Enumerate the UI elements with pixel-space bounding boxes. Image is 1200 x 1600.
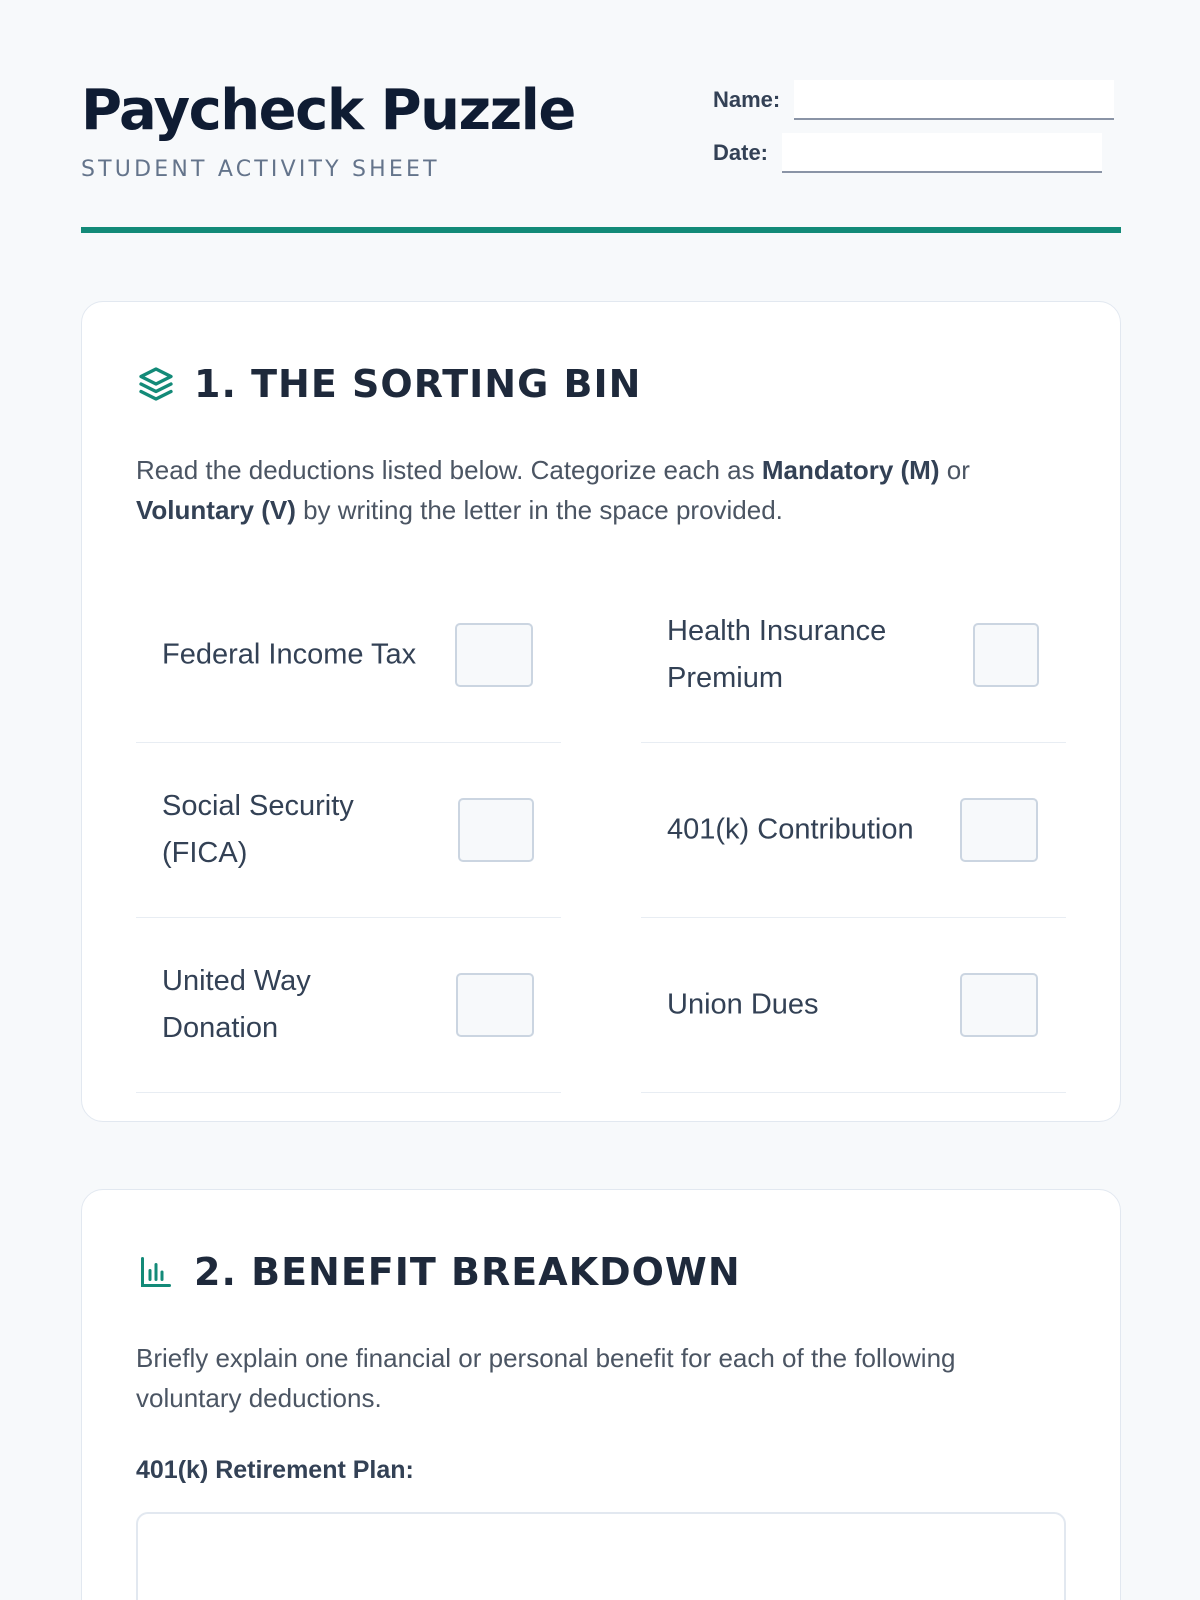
worksheet-header <box>81 0 1121 234</box>
date-label: Date: <box>713 140 769 165</box>
name-label: Name: <box>713 87 781 112</box>
instructions-text: by writing the letter in the space provided. <box>295 495 783 525</box>
deduction-item <box>641 568 1066 743</box>
answer-box[interactable] <box>973 623 1039 687</box>
deduction-item <box>136 568 561 743</box>
deduction-label: Social Security (FICA) <box>162 790 354 869</box>
page-subtitle: STUDENT ACTIVITY SHEET <box>81 157 440 182</box>
answer-box[interactable] <box>455 623 533 687</box>
deduction-label: Health Insurance Premium <box>667 615 887 694</box>
deduction-label: Federal Income Tax <box>162 638 417 671</box>
benefit-instructions: Briefly explain one financial or personal benefit for each of the following voluntary deductions. <box>136 1343 956 1413</box>
deduction-label: Union Dues <box>667 988 819 1021</box>
section-title: 1. THE SORTING BIN <box>194 362 642 406</box>
layers-icon <box>136 364 176 404</box>
section-title: 2. BENEFIT BREAKDOWN <box>194 1250 741 1294</box>
bar-chart-icon <box>136 1252 176 1292</box>
name-field[interactable] <box>794 80 1114 120</box>
deduction-item <box>641 743 1066 918</box>
answer-box[interactable] <box>960 973 1038 1037</box>
instructions-text: or <box>939 455 970 485</box>
answer-box[interactable] <box>960 798 1038 862</box>
deduction-label: 401(k) Contribution <box>667 813 914 846</box>
deduction-label: United Way Donation <box>162 965 311 1044</box>
header-divider <box>81 227 1121 233</box>
page-title: Paycheck Puzzle <box>81 78 575 143</box>
mandatory-term: Mandatory (M) <box>761 455 940 485</box>
instructions-text: Read the deductions listed below. Categorize each as <box>136 455 762 485</box>
worksheet-page <box>81 0 1121 1484</box>
date-field[interactable] <box>782 133 1102 173</box>
deduction-item <box>641 918 1066 1093</box>
answer-textarea[interactable] <box>136 1512 1066 1600</box>
benefit-breakdown-card <box>81 1189 1121 1600</box>
deduction-item <box>136 743 561 918</box>
sorting-instructions <box>136 450 1056 530</box>
voluntary-term: Voluntary (V) <box>136 495 296 525</box>
benefit-breakdown-header <box>136 1250 741 1294</box>
sorting-bin-header <box>136 362 641 406</box>
name-field-row <box>713 80 1114 120</box>
question-label: 401(k) Retirement Plan: <box>136 1456 414 1484</box>
answer-box[interactable] <box>456 973 534 1037</box>
answer-box[interactable] <box>458 798 534 862</box>
date-field-row <box>713 133 1102 173</box>
sorting-bin-card <box>81 301 1121 1122</box>
deduction-item <box>136 918 561 1093</box>
